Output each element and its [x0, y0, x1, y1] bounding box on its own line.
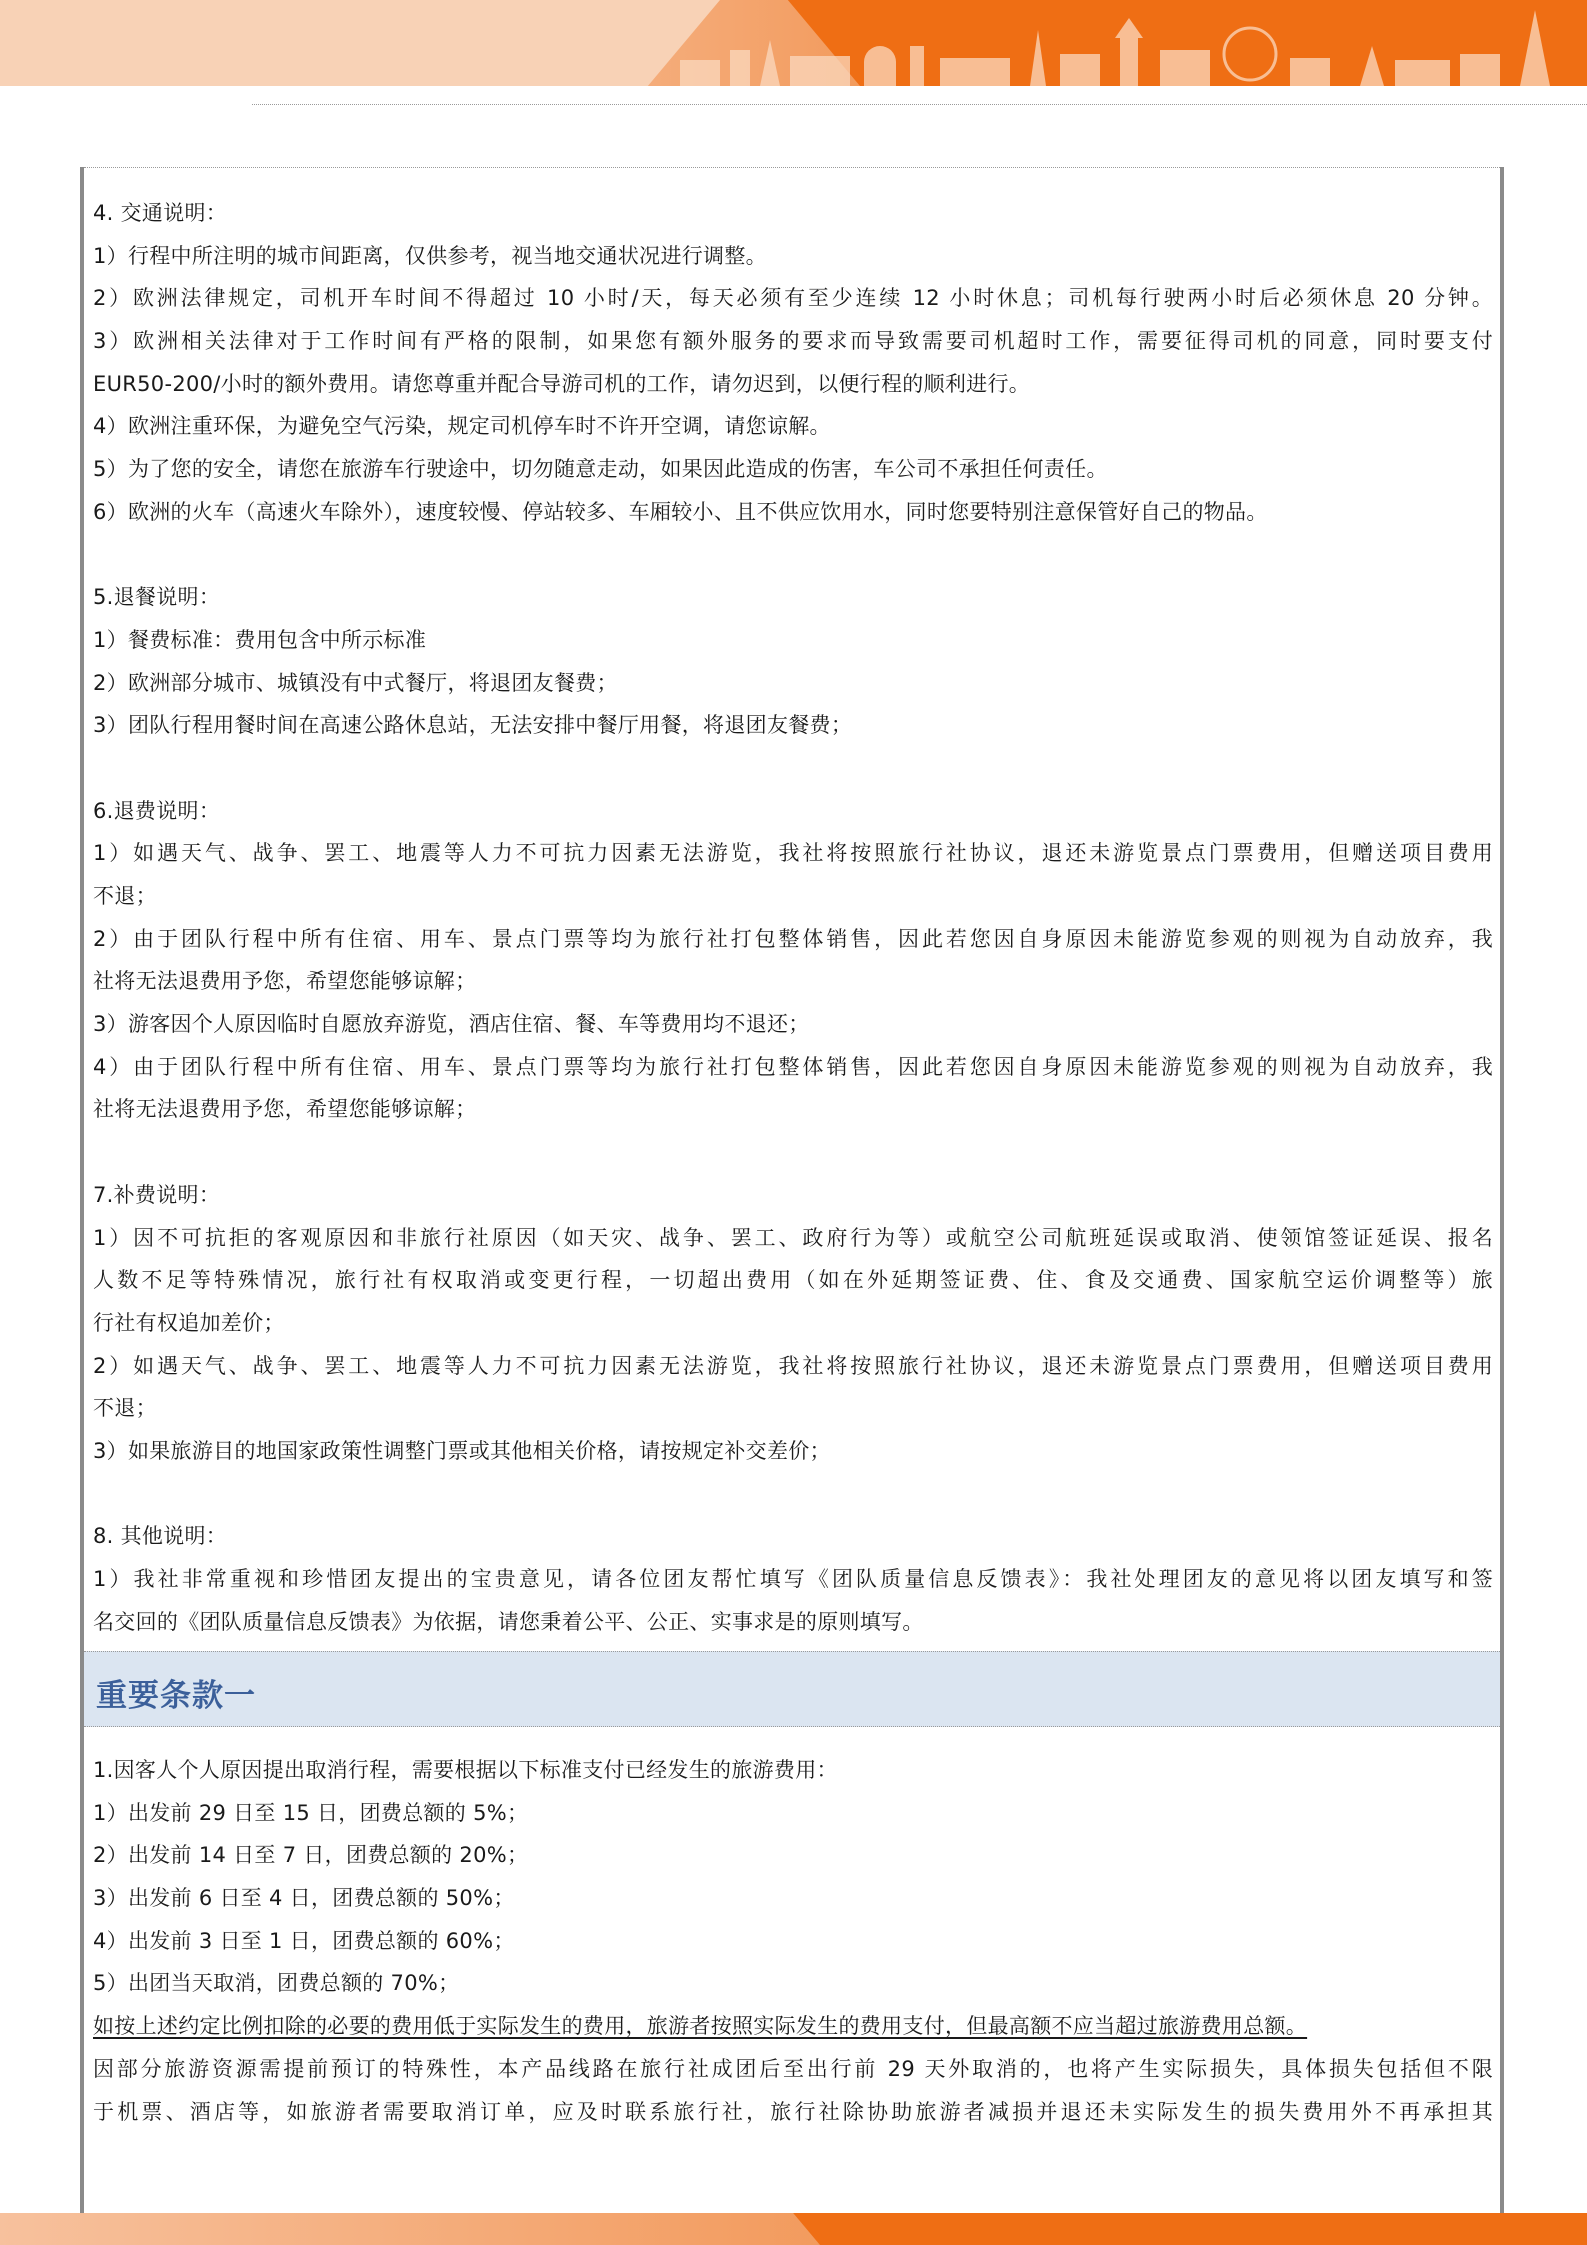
cancellation-tail: 于机票、酒店等，如旅游者需要取消订单，应及时联系旅行社，旅行社除协助旅游者减损并退还未实际发生的损失费用外不再承担其 — [93, 2099, 1493, 2124]
supplement-title: 7.补费说明： — [93, 1182, 221, 1207]
meal-refund-item: 2）欧洲部分城市、城镇没有中式餐厅，将退团友餐费； — [93, 670, 618, 695]
supplement-item: 不退； — [93, 1396, 157, 1421]
cancellation-item: 4）出发前 3 日至 1 日，团费总额的 60%； — [93, 1928, 515, 1953]
transport-item: 2）欧洲法律规定，司机开车时间不得超过 10 小时/天，每天必须有至少连续 12 小时休息；司机每行驶两小时后必须休息 20 分钟。 — [93, 286, 1493, 311]
cancellation-item: 1）出发前 29 日至 15 日，团费总额的 5%； — [93, 1800, 529, 1825]
transport-title: 4. 交通说明： — [93, 201, 228, 225]
cancellation-item: 3）出发前 6 日至 4 日，团费总额的 50%； — [93, 1886, 515, 1911]
important-clause-title: 重要条款一 — [96, 1678, 256, 1714]
city-skyline-icon — [660, 10, 1580, 86]
fee-refund-item: 2）由于团队行程中所有住宿、用车、景点门票等均为旅行社打包整体销售，因此若您因自身原因未能游览参观的则视为自动放弃，我 — [93, 926, 1493, 951]
fee-refund-item: 3）游客因个人原因临时自愿放弃游览，酒店住宿、餐、车等费用均不退还； — [93, 1012, 810, 1037]
cancellation-item: 5）出团当天取消，团费总额的 70%； — [93, 1971, 460, 1996]
supplement-item: 3）如果旅游目的地国家政策性调整门票或其他相关价格，请按规定补交差价； — [93, 1438, 831, 1463]
other-title: 8. 其他说明： — [93, 1524, 228, 1549]
supplement-item: 人数不足等特殊情况，旅行社有权取消或变更行程，一切超出费用（如在外延期签证费、住、食及交通费、国家航空运价调整等）旅 — [93, 1268, 1493, 1293]
cancellation-intro: 1.因客人个人原因提出取消行程，需要根据以下标准支付已经发生的旅游费用： — [93, 1758, 838, 1782]
banner-light-shape — [0, 0, 720, 86]
meal-refund-item: 1）餐费标准：费用包含中所示标准 — [93, 627, 427, 652]
fee-refund-item: 4）由于团队行程中所有住宿、用车、景点门票等均为旅行社打包整体销售，因此若您因自身原因未能游览参观的则视为自动放弃，我 — [93, 1054, 1493, 1079]
transport-item: EUR50-200/小时的额外费用。请您尊重并配合导游司机的工作，请勿迟到，以便行程的顺利进行。 — [93, 371, 1031, 396]
meal-refund-title: 5.退餐说明： — [93, 585, 221, 610]
header-divider — [252, 104, 1587, 105]
supplement-item: 1）因不可抗拒的客观原因和非旅行社原因（如天灾、战争、罢工、政府行为等）或航空公司航班延误或取消、使领馆签证延误、报名 — [93, 1225, 1493, 1250]
important-clause-section — [93, 1749, 1493, 2133]
fee-refund-item: 不退； — [93, 884, 157, 908]
transport-item: 1）行程中所注明的城市间距离，仅供参考，视当地交通状况进行调整。 — [93, 243, 767, 268]
transport-item: 5）为了您的安全，请您在旅游车行驶途中，切勿随意走动，如果因此造成的伤害，车公司不承担任何责任。 — [93, 457, 1108, 482]
bottom-banner-shape — [793, 2213, 1587, 2245]
cancellation-note-underlined: 如按上述约定比例扣除的必要的费用低于实际发生的费用，旅游者按照实际发生的费用支付，但最高额不应当超过旅游费用总额。 — [93, 2014, 1308, 2039]
cancellation-item: 2）出发前 14 日至 7 日，团费总额的 20%； — [93, 1843, 529, 1868]
fee-refund-item: 社将无法退费用予您，希望您能够谅解； — [93, 1097, 477, 1122]
fee-refund-title: 6.退费说明： — [93, 798, 221, 823]
transport-item: 4）欧洲注重环保，为避免空气污染，规定司机停车时不许开空调，请您谅解。 — [93, 414, 831, 439]
fee-refund-item: 社将无法退费用予您，希望您能够谅解； — [93, 969, 477, 994]
frame-top-divider — [84, 167, 1500, 168]
other-item: 1）我社非常重视和珍惜团友提出的宝贵意见，请各位团友帮忙填写《团队质量信息反馈表》：我社处理团友的意见将以团友填写和签 — [93, 1567, 1493, 1591]
transport-item: 3）欧洲相关法律对于工作时间有严格的限制，如果您有额外服务的要求而导致需要司机超时工作，需要征得司机的同意，同时要支付 — [93, 329, 1493, 354]
other-item: 名交回的《团队质量信息反馈表》为依据，请您秉着公平、公正、实事求是的原则填写。 — [93, 1609, 924, 1634]
cancellation-tail: 因部分旅游资源需提前预订的特殊性，本产品线路在旅行社成团后至出行前 29 天外取消的，也将产生实际损失，具体损失包括但不限 — [93, 2056, 1493, 2081]
bottom-banner — [0, 2213, 1587, 2245]
notes-section — [93, 192, 1493, 1643]
top-banner — [0, 0, 1587, 86]
transport-item: 6）欧洲的火车（高速火车除外），速度较慢、停站较多、车厢较小、且不供应饮用水，同时您要特别注意保管好自己的物品。 — [93, 499, 1268, 524]
supplement-item: 2）如遇天气、战争、罢工、地震等人力不可抗力因素无法游览，我社将按照旅行社协议，退还未游览景点门票费用，但赠送项目费用 — [93, 1353, 1493, 1378]
fee-refund-item: 1）如遇天气、战争、罢工、地震等人力不可抗力因素无法游览，我社将按照旅行社协议，退还未游览景点门票费用，但赠送项目费用 — [93, 841, 1493, 866]
important-clause-header — [84, 1651, 1500, 1727]
meal-refund-item: 3）团队行程用餐时间在高速公路休息站，无法安排中餐厅用餐，将退团友餐费； — [93, 713, 853, 738]
supplement-item: 行社有权追加差价； — [93, 1310, 285, 1335]
